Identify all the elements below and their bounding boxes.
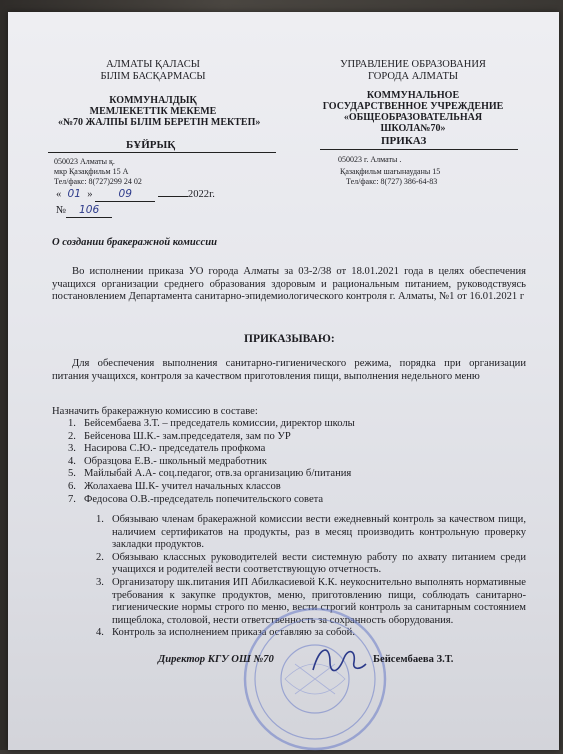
date-year: 2022г. — [187, 189, 215, 200]
header-right-org1: КОММУНАЛЬНОЕ — [366, 90, 460, 101]
purpose: Для обеспечения выполнения санитарно-гигиенического режима, порядка при организации питания учащихся, контроля за качеством приготовления пищи, выполнения недельного меню — [52, 358, 526, 382]
order-number-line — [56, 204, 112, 218]
order-word: ПРИКАЗЫВАЮ: — [244, 333, 335, 345]
order-number-prefix: № — [56, 205, 67, 216]
list-item: 7. Федосова О.В.-председатель попечительского совета — [68, 493, 324, 505]
header-right-rule — [320, 149, 518, 150]
header-left-org2: МЕМЛЕКЕТТІК МЕКЕМЕ — [89, 106, 217, 117]
list-item: 2. Обязываю классных руководителей вести системную работу по ахвату питанием среди учащихся и родителей вести соответствующую отчетность. — [96, 551, 526, 576]
header-left-city: АЛМАТЫ ҚАЛАСЫ — [106, 59, 200, 70]
header-right-org2: ГОСУДАРСТВЕННОЕ УЧРЕЖДЕНИЕ — [322, 101, 504, 112]
preamble: Во исполнении приказа УО города Алматы за 03-2/38 от 18.01.2021 года в целях обеспечения учащихся организации среднего образования здоровым и рациональным питанием, руководствуясь постановлением Департамента санитарно-эпидемиологического контроля г. Алматы, №1 от 16.01.2021 г — [52, 266, 526, 303]
list-item: 1. Обязываю членам бракеражной комиссии вести ежедневный контроль за качеством пищи, наличием сертификатов на продукты, раз в месяц производить контрольную проверку закладки продуктов. — [96, 514, 526, 551]
header-right-address2: Қазақфильм шағынауданы 15 — [340, 167, 441, 176]
list-item: 4. Контроль за исполнением приказа оставляю за собой. — [96, 627, 355, 639]
header-left-address1: 050023 Алматы қ. — [54, 157, 115, 166]
list-item: 1. Бейсембаева З.Т. – председатель комиссии, директор школы — [68, 418, 355, 429]
list-item: 3. Насирова С.Ю.- председатель профкома — [68, 443, 266, 455]
header-left-address2: мкр Қазақфильм 15 А — [54, 167, 129, 176]
date-line: « 01 » 09 2022г. — [56, 188, 215, 200]
header-left-dept: БІЛІМ БАСҚАРМАСЫ — [100, 71, 206, 82]
list-item: 6. Жолахаева Ш.К- учител начальных классов — [68, 480, 281, 492]
list-item: 4. Образцова Е.В.- школьный медработник — [68, 455, 267, 467]
header-left-doc-type: БҰЙРЫҚ — [126, 139, 176, 151]
signature-name: Бейсембаева З.Т. — [373, 654, 454, 665]
header-left-phone: Тел/факс: 8(727)299 24 02 — [54, 177, 142, 186]
header-left-rule — [48, 152, 276, 153]
order-number: 106 — [66, 204, 112, 218]
date-month: 09 — [95, 188, 155, 202]
header-right-phone: Тел/факс: 8(727) 386-64-83 — [346, 177, 438, 186]
commission-intro: Назначить бракеражную комиссию в составе: — [52, 406, 258, 417]
header-right-org4: ШКОЛА№70» — [380, 123, 446, 134]
list-item: 2. Бейсенова Ш.К.- зам.председателя, зам по УР — [68, 430, 291, 442]
header-right-dept: УПРАВЛЕНИЕ ОБРАЗОВАНИЯ — [340, 59, 486, 70]
document-page — [8, 12, 559, 750]
list-item: 5. Майлыбай А.А- соц.педагог, отв.за организацию б/питания — [68, 468, 352, 480]
date-day: 01 — [67, 188, 82, 200]
header-right-doc-type: ПРИКАЗ — [381, 135, 427, 147]
header-right-address1: 050023 г. Алматы . — [338, 155, 402, 164]
signature-icon — [308, 640, 368, 680]
list-item: 3. Организатору шк.питания ИП Абилкасиевой К.К. неукоснительно выполнять нормативные требования к закупке продуктов, меню, приготовлению пищи, соблюдать санитарно-гигиенические нормы строго по меню, вести строгий контроль за санитарным состоянием пищеблока, столовой, нести ответственность за сохранность оборудования. — [96, 576, 526, 626]
signature-position: Директор КГУ ОШ №70 — [158, 654, 274, 665]
header-left-org3: «№70 ЖАЛПЫ БІЛІМ БЕРЕТІН МЕКТЕП» — [58, 117, 261, 128]
members-list — [68, 418, 524, 506]
header-right-city: ГОРОДА АЛМАТЫ — [367, 71, 459, 82]
header-left-org1: КОММУНАЛДЫҚ — [109, 95, 197, 106]
order-title: О создании бракеражной комиссии — [52, 237, 217, 248]
header-right-org3: «ОБЩЕОБРАЗОВАТЕЛЬНАЯ — [343, 112, 483, 123]
